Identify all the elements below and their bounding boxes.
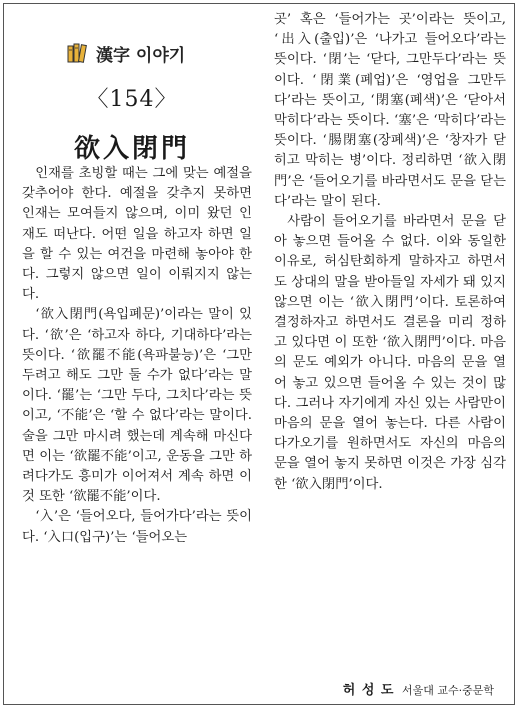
paragraph: 곳’ 혹은 ‘들어가는 곳’이라는 뜻이고, ‘出入(출입)’은 ‘나가고 들어오다’라는 뜻이다. ‘閉’는 ‘닫다, 그만두다’라는 뜻이다. ‘閉業(폐업)’은 ‘영업을 그만두다’라는 뜻이고, ‘閉塞(폐색)’은 ‘닫아서 막히다’라는 뜻이다. ‘塞’은 ‘막히다’라는 뜻이다. ‘腸閉塞(장폐색)’은 ‘창자가 닫히고 막히는 병’이다. 정리하면 ‘欲入閉門’은 ‘들어오기를 바라면서도 문을 닫는다’라는 말이 된다. — [274, 12, 506, 209]
article-header — [4, 4, 260, 164]
paragraph: 사람이 들어오기를 바라면서 문을 닫아 놓으면 들어올 수 없다. 이와 동일한 이유로, 허심탄회하게 말하자고 하면서도 상대의 말을 받아들일 자세가 돼 있지 않으면 이는 ‘欲入閉門’이다. 토론하여 결정하자고 하면서도 결론을 미리 정하고 있다면 이 또한 ‘欲入閉門’이다. 마음의 문도 예외가 아니다. 마음의 문을 열어 놓고 있으면 들어올 수 있는 것이 많다. 그러나 자기에게 자신 있는 사람만이 마음의 문을 열어 놓는다. 다른 사람이 다가오기를 원하면서도 자신의 마음의 문을 열어 놓지 못하면 이것은 가장 심각한 ‘欲入閉門’이다. — [274, 214, 506, 492]
right-column — [274, 10, 506, 495]
paragraph: 인재를 초빙할 때는 그에 맞는 예절을 갖추어야 한다. 예절을 갖추지 못하면 인재는 모여들지 않으며, 이미 왔던 인재도 떠난다. 어떤 일을 하고자 하면 일을 할 수 있는 여건을 마련해 놓아야 한다. 그렇지 않으면 일이 이뤄지지 않는다. — [22, 166, 252, 303]
author-name: 허 성 도 — [342, 683, 395, 698]
series-title: 漢字 이야기 — [96, 45, 186, 66]
left-column — [22, 164, 252, 548]
issue-number: 〈154〉 — [86, 87, 178, 112]
article-page — [3, 3, 515, 705]
author-affiliation: 서울대 교수·중문학 — [401, 684, 494, 697]
article-topic: 欲入閉門 — [73, 134, 190, 164]
paragraph: ‘欲入閉門(욕입폐문)’이라는 말이 있다. ‘欲’은 ‘하고자 하다, 기대하다’라는 뜻이다. ‘欲罷不能(욕파불능)’은 ‘그만 두려고 해도 그만 둘 수가 없다’라는 말이다. ‘罷’는 ‘그만 두다, 그치다’라는 뜻이고, ‘不能’은 ‘할 수 없다’라는 말이다. 술을 그만 마시려 했는데 계속해 마신다면 이는 ‘欲罷不能’이고, 운동을 그만 하려다가도 흥미가 이어져서 계속 하면 이것 또한 ‘欲罷不能’이다. — [22, 307, 252, 505]
byline — [343, 679, 494, 698]
series-heading — [66, 40, 185, 66]
books-icon — [66, 41, 90, 65]
paragraph: ‘入’은 ‘들어오다, 들어가다’라는 뜻이다. ‘入口(입구)’는 ‘들어오는 — [22, 509, 252, 545]
